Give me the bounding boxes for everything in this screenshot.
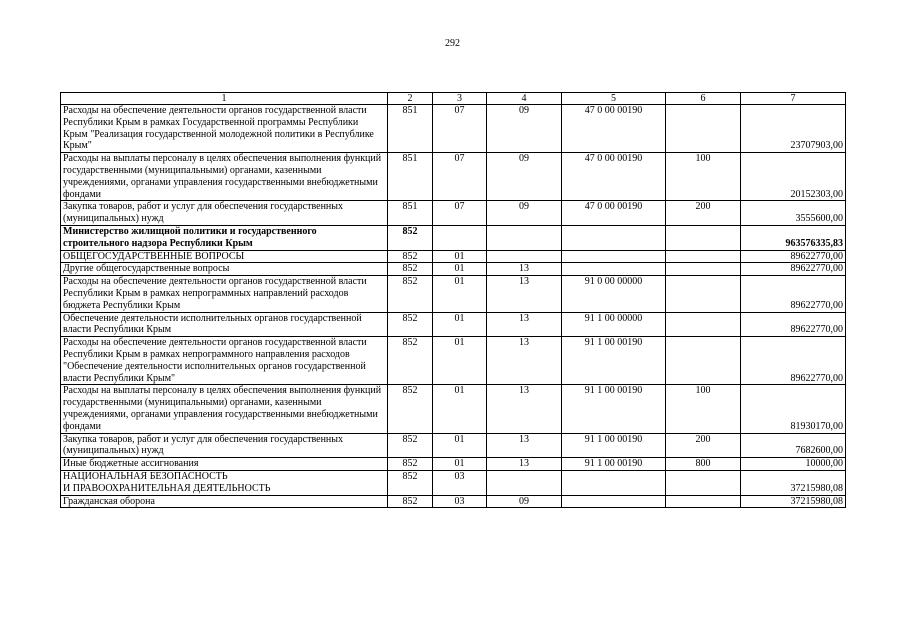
amount-cell: 89622770,00 xyxy=(741,337,846,385)
code-cell: 852 xyxy=(388,225,433,250)
target-article-cell xyxy=(562,263,666,276)
section-cell: 07 xyxy=(433,105,487,153)
row-name-cell: ОБЩЕГОСУДАРСТВЕННЫЕ ВОПРОСЫ xyxy=(61,250,388,263)
table-row xyxy=(61,458,846,471)
expense-type-cell xyxy=(666,250,741,263)
code-cell: 852 xyxy=(388,470,433,495)
budget-table xyxy=(60,92,846,508)
code-cell: 852 xyxy=(388,263,433,276)
code-cell: 852 xyxy=(388,385,433,433)
section-cell: 07 xyxy=(433,201,487,226)
section-cell: 01 xyxy=(433,250,487,263)
subsection-cell: 13 xyxy=(487,433,562,458)
section-cell: 01 xyxy=(433,458,487,471)
subsection-cell: 13 xyxy=(487,458,562,471)
amount-cell: 37215980,08 xyxy=(741,470,846,495)
amount-cell: 7682600,00 xyxy=(741,433,846,458)
expense-type-cell xyxy=(666,337,741,385)
expense-type-cell xyxy=(666,263,741,276)
code-cell: 852 xyxy=(388,433,433,458)
subsection-cell: 13 xyxy=(487,337,562,385)
row-name-cell: Обеспечение деятельности исполнительных органов государственной власти Республики Крым xyxy=(61,312,388,337)
row-name-cell: Другие общегосударственные вопросы xyxy=(61,263,388,276)
page-number: 292 xyxy=(445,38,460,49)
expense-type-cell: 200 xyxy=(666,433,741,458)
section-cell: 01 xyxy=(433,263,487,276)
expense-type-cell: 800 xyxy=(666,458,741,471)
code-cell: 852 xyxy=(388,495,433,508)
section-cell xyxy=(433,225,487,250)
row-name-cell: Расходы на выплаты персоналу в целях обеспечения выполнения функций государственными (муниципальными) органами, казенными учреждениями, органами управления государственными внебюджетными фондами xyxy=(61,153,388,201)
amount-cell: 89622770,00 xyxy=(741,276,846,312)
row-name-cell: НАЦИОНАЛЬНАЯ БЕЗОПАСНОСТЬ И ПРАВООХРАНИТЕЛЬНАЯ ДЕЯТЕЛЬНОСТЬ xyxy=(61,470,388,495)
code-cell: 852 xyxy=(388,276,433,312)
target-article-cell xyxy=(562,225,666,250)
header-cell: 7 xyxy=(741,93,846,105)
section-cell: 01 xyxy=(433,276,487,312)
row-name-cell: Расходы на обеспечение деятельности органов государственной власти Республики Крым в рамках непрограммных направлений расходов бюджета Республики Крым xyxy=(61,276,388,312)
table-row xyxy=(61,153,846,201)
amount-cell: 89622770,00 xyxy=(741,312,846,337)
amount-cell: 37215980,08 xyxy=(741,495,846,508)
expense-type-cell xyxy=(666,225,741,250)
expense-type-cell xyxy=(666,276,741,312)
code-cell: 852 xyxy=(388,312,433,337)
row-name-cell: Министерство жилищной политики и государственного строительного надзора Республики Крым xyxy=(61,225,388,250)
subsection-cell: 13 xyxy=(487,312,562,337)
subsection-cell: 13 xyxy=(487,276,562,312)
expense-type-cell xyxy=(666,105,741,153)
amount-cell: 89622770,00 xyxy=(741,250,846,263)
target-article-cell: 47 0 00 00190 xyxy=(562,105,666,153)
expense-type-cell: 100 xyxy=(666,153,741,201)
subsection-cell: 09 xyxy=(487,495,562,508)
amount-cell: 10000,00 xyxy=(741,458,846,471)
code-cell: 851 xyxy=(388,105,433,153)
table-row xyxy=(61,385,846,433)
code-cell: 852 xyxy=(388,337,433,385)
amount-cell: 81930170,00 xyxy=(741,385,846,433)
table-row xyxy=(61,263,846,276)
row-name-cell: Гражданская оборона xyxy=(61,495,388,508)
code-cell: 851 xyxy=(388,201,433,226)
subsection-cell: 13 xyxy=(487,263,562,276)
subsection-cell xyxy=(487,225,562,250)
expense-type-cell: 200 xyxy=(666,201,741,226)
table-row xyxy=(61,312,846,337)
expense-type-cell xyxy=(666,312,741,337)
code-cell: 852 xyxy=(388,250,433,263)
section-cell: 01 xyxy=(433,433,487,458)
code-cell: 851 xyxy=(388,153,433,201)
target-article-cell: 91 1 00 00190 xyxy=(562,337,666,385)
table-row xyxy=(61,276,846,312)
subsection-cell: 09 xyxy=(487,201,562,226)
amount-cell: 23707903,00 xyxy=(741,105,846,153)
target-article-cell xyxy=(562,495,666,508)
table-row xyxy=(61,337,846,385)
subsection-cell: 09 xyxy=(487,105,562,153)
table-row xyxy=(61,250,846,263)
section-cell: 03 xyxy=(433,470,487,495)
table-row xyxy=(61,470,846,495)
section-cell: 01 xyxy=(433,337,487,385)
row-name-cell: Иные бюджетные ассигнования xyxy=(61,458,388,471)
target-article-cell: 91 1 00 00190 xyxy=(562,458,666,471)
amount-cell: 963576335,83 xyxy=(741,225,846,250)
table-row xyxy=(61,495,846,508)
subsection-cell: 13 xyxy=(487,385,562,433)
subsection-cell xyxy=(487,250,562,263)
target-article-cell xyxy=(562,250,666,263)
header-cell: 4 xyxy=(487,93,562,105)
amount-cell: 20152303,00 xyxy=(741,153,846,201)
expense-type-cell: 100 xyxy=(666,385,741,433)
row-name-cell: Расходы на обеспечение деятельности органов государственной власти Республики Крым в рамках непрограммного направления расходов "Обеспечение деятельности исполнительных органов государственной власти Республики Крым" xyxy=(61,337,388,385)
section-cell: 03 xyxy=(433,495,487,508)
expense-type-cell xyxy=(666,470,741,495)
target-article-cell: 91 1 00 00190 xyxy=(562,433,666,458)
header-row xyxy=(61,93,846,105)
row-name-cell: Закупка товаров, работ и услуг для обеспечения государственных (муниципальных) нужд xyxy=(61,433,388,458)
header-cell: 2 xyxy=(388,93,433,105)
target-article-cell: 91 1 00 00000 xyxy=(562,312,666,337)
subsection-cell: 09 xyxy=(487,153,562,201)
row-name-cell: Расходы на выплаты персоналу в целях обеспечения выполнения функций государственными (муниципальными) органами, казенными учреждениями, органами управления государственными внебюджетными фондами xyxy=(61,385,388,433)
row-name-cell: Закупка товаров, работ и услуг для обеспечения государственных (муниципальных) нужд xyxy=(61,201,388,226)
amount-cell: 89622770,00 xyxy=(741,263,846,276)
header-cell: 5 xyxy=(562,93,666,105)
amount-cell: 3555600,00 xyxy=(741,201,846,226)
section-cell: 01 xyxy=(433,312,487,337)
section-cell: 07 xyxy=(433,153,487,201)
table-row xyxy=(61,105,846,153)
header-cell: 1 xyxy=(61,93,388,105)
target-article-cell: 91 1 00 00190 xyxy=(562,385,666,433)
row-name-cell: Расходы на обеспечение деятельности органов государственной власти Республики Крым в рамках Государственной программы Республики Крым "Реализация государственной молодежной политики в Республике Крым" xyxy=(61,105,388,153)
code-cell: 852 xyxy=(388,458,433,471)
table-row xyxy=(61,433,846,458)
subsection-cell xyxy=(487,470,562,495)
header-cell: 3 xyxy=(433,93,487,105)
table-row xyxy=(61,201,846,226)
target-article-cell: 47 0 00 00190 xyxy=(562,153,666,201)
target-article-cell: 47 0 00 00190 xyxy=(562,201,666,226)
table-row xyxy=(61,225,846,250)
expense-type-cell xyxy=(666,495,741,508)
header-cell: 6 xyxy=(666,93,741,105)
section-cell: 01 xyxy=(433,385,487,433)
target-article-cell: 91 0 00 00000 xyxy=(562,276,666,312)
target-article-cell xyxy=(562,470,666,495)
